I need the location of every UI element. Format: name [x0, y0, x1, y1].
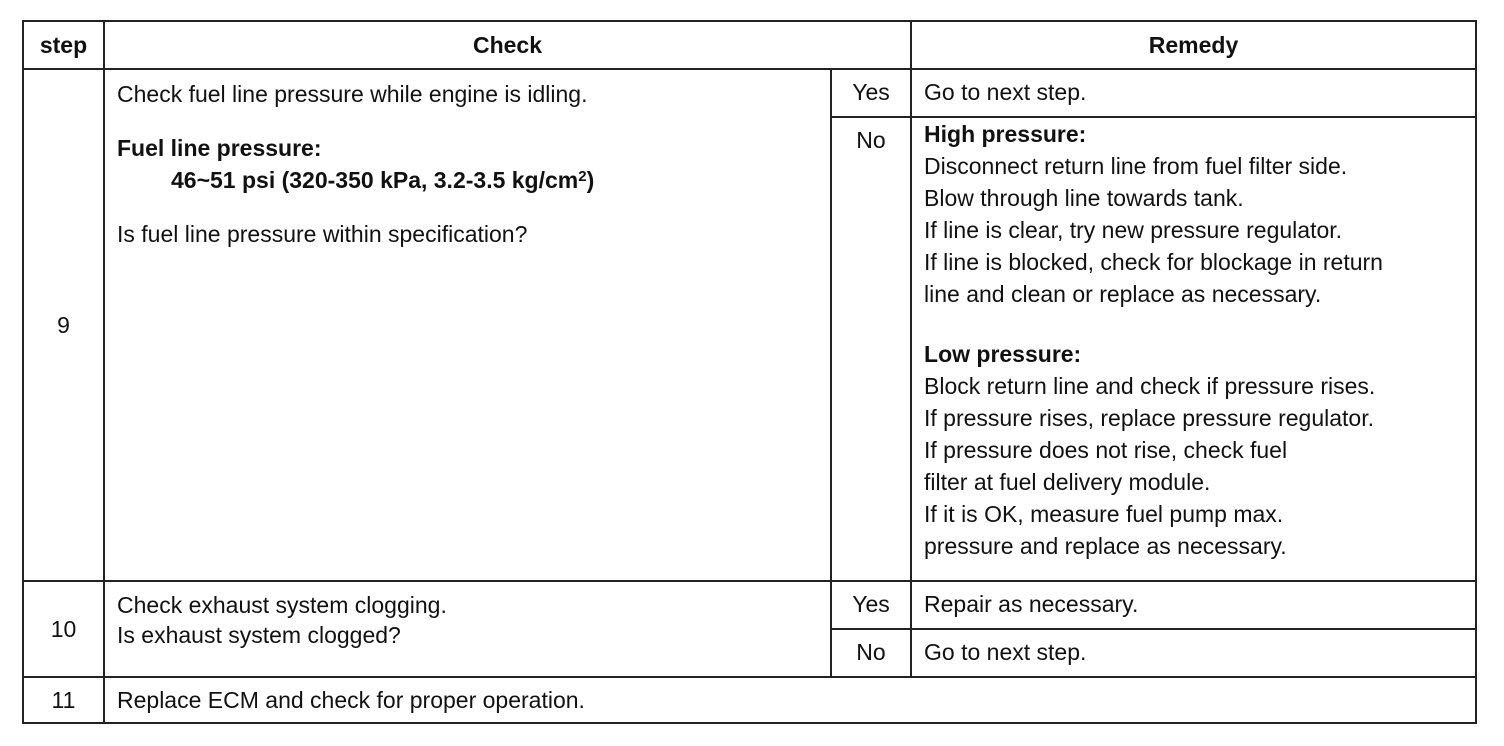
yes-label: Yes	[831, 581, 911, 629]
check-text: Check exhaust system clogging.	[117, 592, 447, 618]
header-check: Check	[104, 21, 911, 69]
remedy-line: If pressure does not rise, check fuel	[924, 437, 1288, 463]
high-pressure-title: High pressure:	[924, 121, 1087, 147]
step-number: 11	[23, 677, 104, 723]
check-cell	[104, 69, 831, 581]
no-label: No	[831, 117, 911, 581]
remedy-line: line and clean or replace as necessary.	[924, 281, 1322, 307]
question-text: Is fuel line pressure within specification?	[117, 221, 528, 247]
remedy-line: If line is blocked, check for blockage in return	[924, 249, 1383, 275]
yes-remedy: Go to next step.	[911, 69, 1476, 117]
check-text: Check fuel line pressure while engine is idling.	[117, 81, 588, 107]
remedy-line: If pressure rises, replace pressure regulator.	[924, 405, 1374, 431]
header-remedy: Remedy	[911, 21, 1476, 69]
remedy-line: Block return line and check if pressure rises.	[924, 373, 1376, 399]
step-11-row	[23, 677, 1476, 723]
spec-label: Fuel line pressure:	[117, 135, 322, 161]
remedy-line: If it is OK, measure fuel pump max.	[924, 501, 1284, 527]
no-remedy	[911, 117, 1476, 581]
check-text: Replace ECM and check for proper operation.	[104, 677, 1476, 723]
header-row	[23, 21, 1476, 69]
step-9-yes-row	[23, 69, 1476, 117]
spec-value: 46~51 psi (320-350 kPa, 3.2-3.5 $kg/cm^2$)	[171, 167, 595, 193]
step-number: 10	[23, 581, 104, 677]
question-text: Is exhaust system clogged?	[117, 622, 401, 648]
header-step: step	[23, 21, 104, 69]
no-remedy: Go to next step.	[911, 629, 1476, 677]
no-label: No	[831, 629, 911, 677]
yes-remedy: Repair as necessary.	[911, 581, 1476, 629]
step-number: 9	[23, 69, 104, 581]
yes-label: Yes	[831, 69, 911, 117]
check-cell	[104, 581, 831, 677]
remedy-line: If line is clear, try new pressure regulator.	[924, 217, 1343, 243]
remedy-line: Blow through line towards tank.	[924, 185, 1244, 211]
remedy-line: pressure and replace as necessary.	[924, 533, 1287, 559]
remedy-line: Disconnect return line from fuel filter side.	[924, 153, 1348, 179]
low-pressure-title: Low pressure:	[924, 341, 1082, 367]
step-10-yes-row	[23, 581, 1476, 629]
troubleshooting-table	[22, 20, 1477, 724]
remedy-line: filter at fuel delivery module.	[924, 469, 1211, 495]
